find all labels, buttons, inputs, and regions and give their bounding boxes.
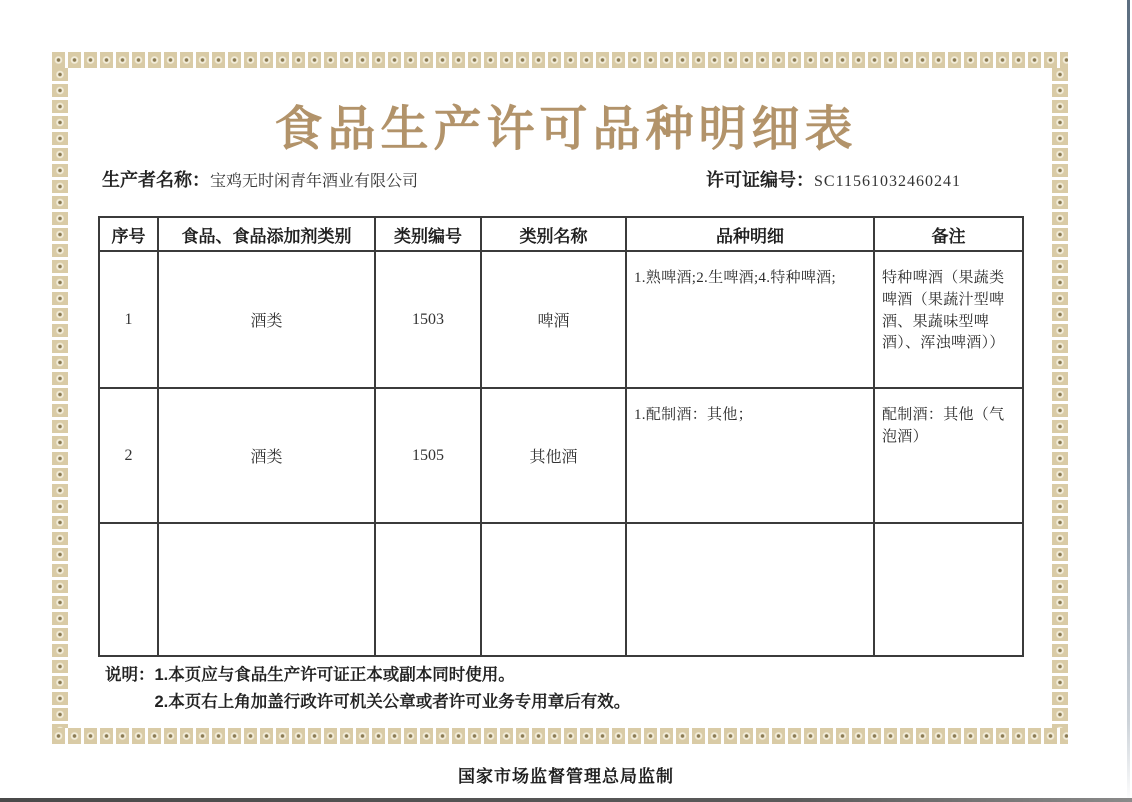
producer-name-label: 生产者名称： (102, 170, 210, 190)
cell-code (375, 523, 481, 656)
notes-lines (155, 662, 631, 716)
cell-seq: 2 (99, 388, 158, 523)
cell-detail (626, 523, 874, 656)
cell-seq: 1 (99, 251, 158, 388)
table-header-row (99, 217, 1023, 251)
notes-label: 说明： (105, 666, 155, 684)
cell-name (481, 523, 626, 656)
scan-edge-bottom (0, 798, 1132, 802)
cell-remark: 特种啤酒（果蔬类啤酒（果蔬汁型啤酒、果蔬味型啤酒）、浑浊啤酒）） (874, 251, 1023, 388)
cell-detail: 1.熟啤酒;2.生啤酒;4.特种啤酒; (626, 251, 874, 388)
table-row (99, 251, 1023, 388)
cell-remark: 配制酒：其他（气泡酒） (874, 388, 1023, 523)
cell-seq (99, 523, 158, 656)
border-tiles-top (52, 52, 1068, 68)
issuing-authority: 国家市场监督管理总局监制 (458, 767, 674, 786)
col-header-category: 食品、食品添加剂类别 (158, 217, 375, 251)
border-tiles-right (1052, 68, 1068, 728)
cell-remark (874, 523, 1023, 656)
license-variety-table (98, 216, 1024, 657)
cell-category: 酒类 (158, 251, 375, 388)
table-row (99, 523, 1023, 656)
page-title: 食品生产许可品种明细表 (274, 103, 858, 156)
col-header-seq: 序号 (99, 217, 158, 251)
col-header-name: 类别名称 (481, 217, 626, 251)
note-line-1: 1.本页应与食品生产许可证正本或副本同时使用。 (154, 666, 515, 684)
col-header-detail: 品种明细 (626, 217, 874, 251)
producer-name (102, 166, 418, 192)
producer-name-value: 宝鸡无时闲青年酒业有限公司 (210, 173, 419, 190)
license-number-value: SC11561032460241 (814, 173, 961, 190)
cell-detail: 1.配制酒：其他； (626, 388, 874, 523)
cell-category (158, 523, 375, 656)
cell-code: 1503 (375, 251, 481, 388)
cell-code: 1505 (375, 388, 481, 523)
col-header-code: 类别编号 (375, 217, 481, 251)
license-number-label: 许可证编号： (706, 170, 814, 190)
table-row (99, 388, 1023, 523)
notes-block (105, 662, 630, 716)
license-number (706, 166, 961, 192)
border-tiles-bottom (52, 728, 1068, 744)
col-header-remark: 备注 (874, 217, 1023, 251)
cell-name: 其他酒 (481, 388, 626, 523)
cell-category: 酒类 (158, 388, 375, 523)
note-line-2: 2.本页右上角加盖行政许可机关公章或者许可业务专用章后有效。 (154, 693, 631, 712)
cell-name: 啤酒 (481, 251, 626, 388)
border-tiles-left (52, 68, 68, 728)
